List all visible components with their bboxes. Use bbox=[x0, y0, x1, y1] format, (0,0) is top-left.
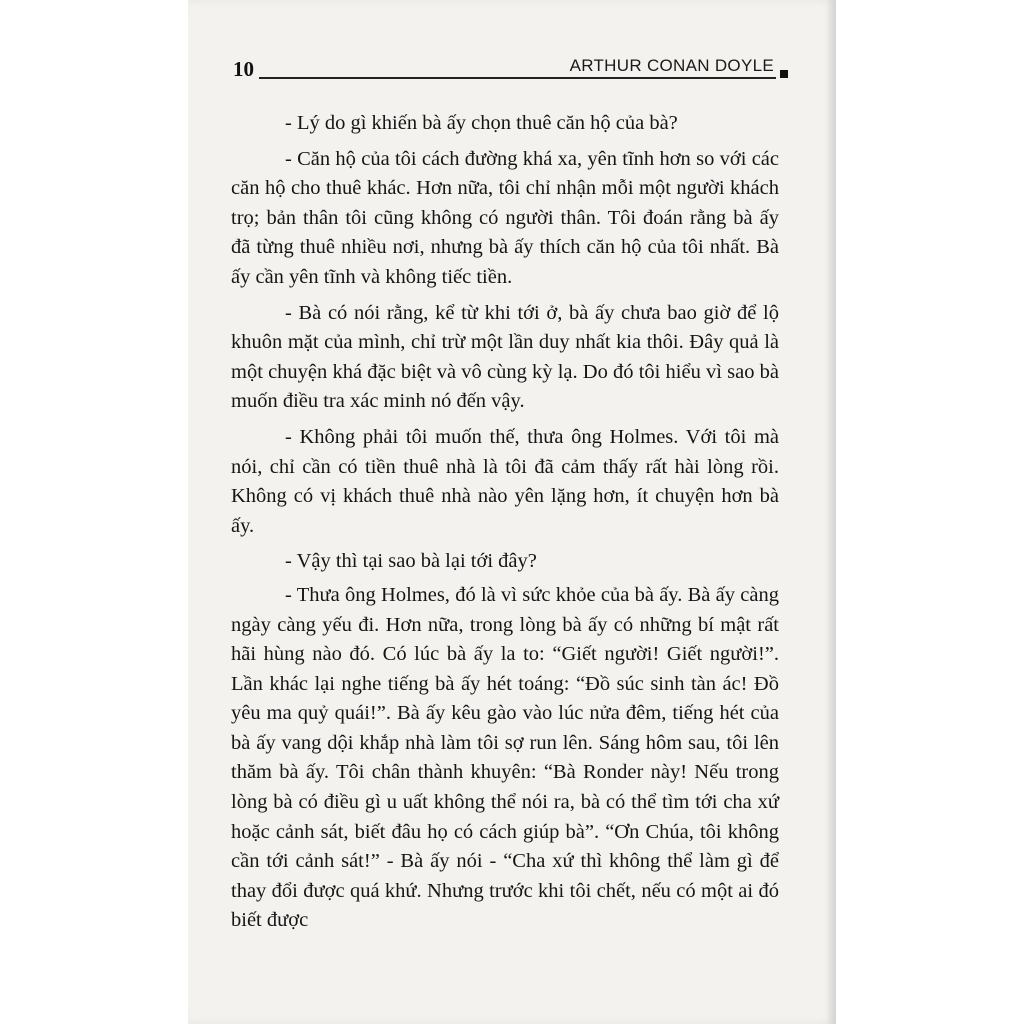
body-text bbox=[231, 109, 779, 942]
header-rule bbox=[259, 77, 776, 79]
running-title: ARTHUR CONAN DOYLE bbox=[569, 56, 774, 75]
page-edge-shadow bbox=[826, 0, 836, 1024]
paragraph: - Căn hộ của tôi cách đường khá xa, yên tĩnh hơn so với các căn hộ cho thuê khác. Hơn nữa, tôi chỉ nhận mỗi một người khách trọ; bản thân tôi cũng không có người thân. Tôi đoán rằng bà ấy đã từng thuê nhiều nơi, nhưng bà ấy thích căn hộ của tôi nhất. Bà ấy cần yên tĩnh và không tiếc tiền. bbox=[231, 147, 779, 288]
paragraph: - Thưa ông Holmes, đó là vì sức khỏe của bà ấy. Bà ấy càng ngày càng yếu đi. Hơn nữa, trong lòng bà ấy có những bí mật rất hãi hùng nào đó. Có lúc bà ấy la to: “Giết người! Giết người!”. Lần khác lại nghe tiếng bà ấy hét toáng: “Đồ súc sinh tàn ác! Đồ yêu ma quỷ quái!”. Bà ấy kêu gào vào lúc nửa đêm, tiếng hét của bà ấy vang dội khắp nhà làm tôi sợ run lên. Sáng hôm sau, tôi lên thăm bà ấy. Tôi chân thành khuyên: “Bà Ronder này! Nếu trong lòng bà có điều gì u uất không thể nói ra, bà có thể tìm tới cha xứ hoặc cảnh sát, biết đâu họ có cách giúp bà”. “Ơn Chúa, tôi không cần tới cảnh sát!” - Bà ấy nói - “Cha xứ thì không thể làm gì để thay đổi được quá khứ. Nhưng trước khi tôi chết, nếu có một ai đó biết được bbox=[231, 583, 779, 932]
paragraph: - Vậy thì tại sao bà lại tới đây? bbox=[285, 550, 537, 573]
page-header bbox=[233, 57, 788, 79]
page-number: 10 bbox=[233, 57, 254, 81]
paragraph: - Không phải tôi muốn thế, thưa ông Holmes. Với tôi mà nói, chỉ cần có tiền thuê nhà là tôi đã cảm thấy rất hài lòng rồi. Không có vị khách thuê nhà nào yên lặng hơn, ít chuyện hơn bà ấy. bbox=[231, 425, 779, 537]
book-page bbox=[188, 0, 836, 1024]
paragraph: - Bà có nói rằng, kể từ khi tới ở, bà ấy chưa bao giờ để lộ khuôn mặt của mình, chỉ trừ một lần duy nhất kia thôi. Đây quả là một chuyện khá đặc biệt và vô cùng kỳ lạ. Do đó tôi hiểu vì sao bà muốn điều tra xác minh nó đến vậy. bbox=[231, 301, 779, 413]
header-square-ornament bbox=[780, 70, 788, 78]
paragraph: - Lý do gì khiến bà ấy chọn thuê căn hộ của bà? bbox=[285, 112, 678, 134]
